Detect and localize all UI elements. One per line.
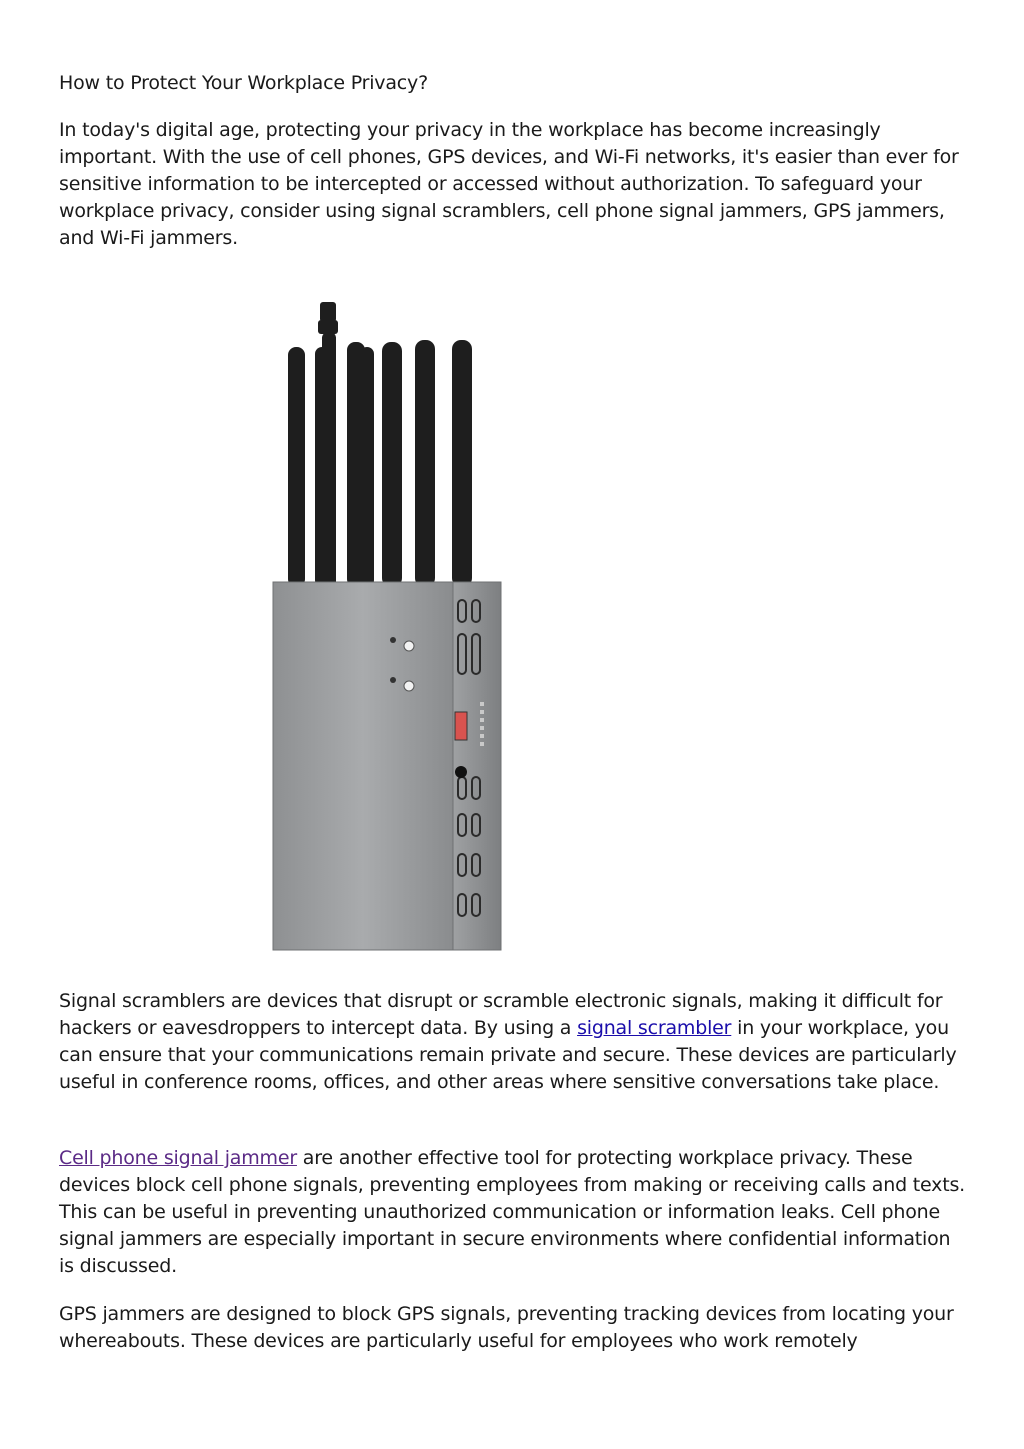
- intro-paragraph: In today's digital age, protecting your privacy in the workplace has become increasingly important. With the use of cell phones, GPS devices, and Wi-Fi networks, it's easier than ever for sensitive information to be intercepted or accessed without authorization. To safeguard your workplace privacy, consider using signal scramblers, cell phone signal jammers, GPS jammers, and Wi-Fi jammers.: [59, 119, 959, 249]
- p2-text-after: in your workplace, you can ensure that your communications remain private and secure. These devices are particularly useful in conference rooms, offices, and other areas where sensitive conversations take place.: [59, 1017, 957, 1093]
- cell-phone-signal-jammer-link[interactable]: Cell phone signal jammer: [59, 1147, 297, 1169]
- signal-scrambler-paragraph: [59, 988, 969, 1096]
- article-title: How to Protect Your Workplace Privacy?: [59, 72, 428, 94]
- cell-phone-jammer-paragraph: [59, 1145, 969, 1280]
- p2-text-before: Signal scramblers are devices that disrupt or scramble electronic signals, making it difficult for hackers or eavesdroppers to intercept data. By using a: [59, 990, 943, 1039]
- signal-scrambler-link[interactable]: signal scrambler: [577, 1017, 732, 1039]
- p3-text-after: are another effective tool for protecting workplace privacy. These devices block cell phone signals, preventing employees from making or receiving calls and texts. This can be useful in preventing unauthorized communication or information leaks. Cell phone signal jammers are especially important in secure environments where confidential information is discussed.: [59, 1147, 966, 1277]
- signal-jammer-device-photo: [200, 262, 580, 972]
- gps-jammer-paragraph: GPS jammers are designed to block GPS signals, preventing tracking devices from locating your whereabouts. These devices are particularly useful for employees who work remotely: [59, 1303, 954, 1352]
